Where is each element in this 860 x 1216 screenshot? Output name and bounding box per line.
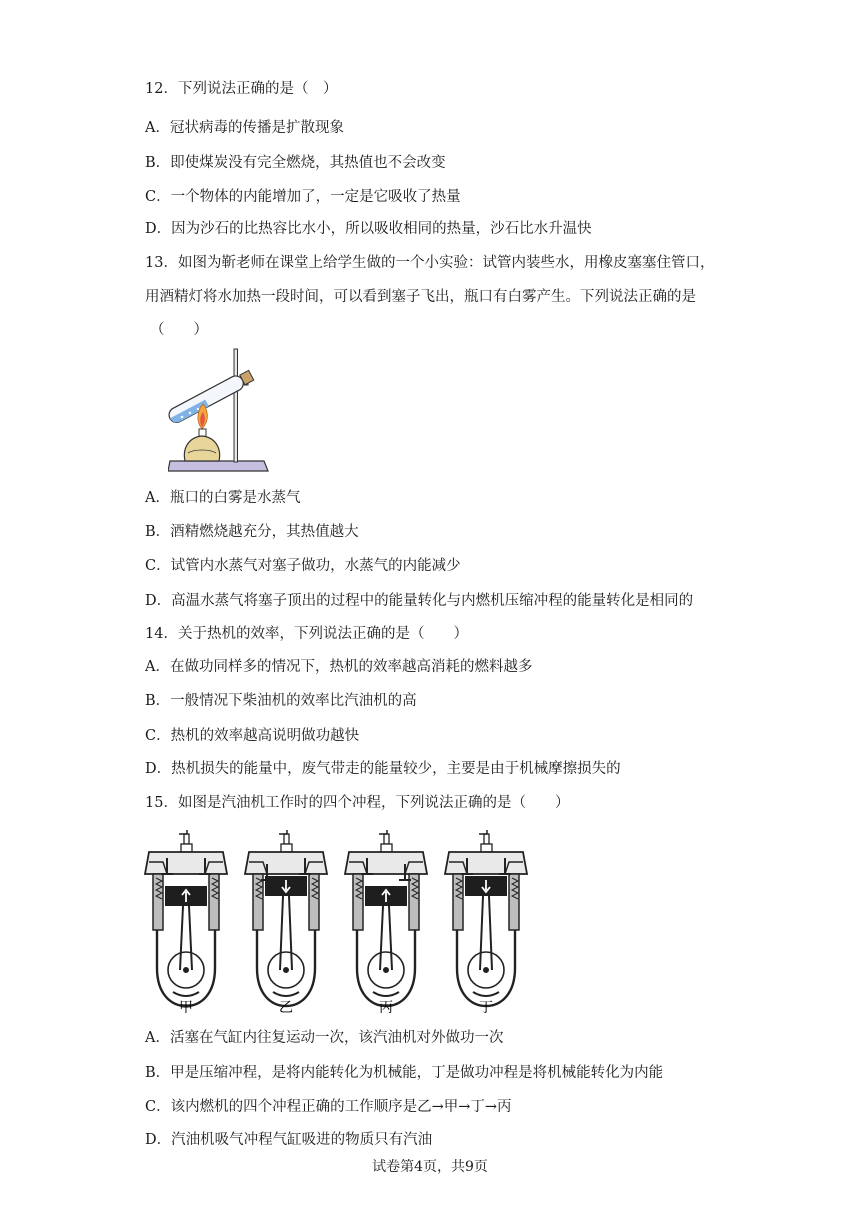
q13-stem-line-3: （ ） xyxy=(150,322,208,338)
q13-option-c: C．试管内水蒸气对塞子做功，水蒸气的内能减少 xyxy=(145,558,461,574)
q12-option-b: B．即使煤炭没有完全燃烧，其热值也不会改变 xyxy=(145,155,446,171)
engine-jia xyxy=(145,830,227,1006)
q12-stem: 12．下列说法正确的是（ ） xyxy=(145,81,338,97)
engine-bing xyxy=(345,830,427,1006)
q13-option-b: B．酒精燃烧越充分，其热值越大 xyxy=(145,524,359,540)
q15-option-d: D．汽油机吸气冲程气缸吸进的物质只有汽油 xyxy=(145,1132,433,1148)
q12-option-d: D．因为沙石的比热容比水小，所以吸收相同的热量，沙石比水升温快 xyxy=(145,221,592,237)
test-tube-heating-figure xyxy=(168,347,272,475)
q15-stem: 15．如图是汽油机工作时的四个冲程，下列说法正确的是（ ） xyxy=(145,795,570,811)
four-stroke-engine-figure xyxy=(143,828,529,1014)
q14-option-a: A．在做功同样多的情况下，热机的效率越高消耗的燃料越多 xyxy=(145,659,533,675)
q15-option-c: C．该内燃机的四个冲程正确的工作顺序是乙→甲→丁→丙 xyxy=(145,1099,512,1115)
engine-ding xyxy=(445,830,527,1006)
q15-option-a: A．活塞在气缸内往复运动一次，该汽油机对外做功一次 xyxy=(145,1030,504,1046)
engine-yi xyxy=(245,830,327,1006)
q14-option-b: B．一般情况下柴油机的效率比汽油机的高 xyxy=(145,693,417,709)
q14-option-d: D．热机损失的能量中，废气带走的能量较少，主要是由于机械摩擦损失的 xyxy=(145,761,621,777)
q12-option-a: A．冠状病毒的传播是扩散现象 xyxy=(145,120,344,136)
q13-option-a: A．瓶口的白雾是水蒸气 xyxy=(145,490,301,506)
q13-stem-line-1: 13．如图为靳老师在课堂上给学生做的一个小实验：试管内装些水，用橡皮塞塞住管口， xyxy=(145,255,715,271)
q14-stem: 14．关于热机的效率，下列说法正确的是（ ） xyxy=(145,626,468,642)
page-footer: 试卷第4页，共9页 xyxy=(372,1159,488,1175)
q15-option-b: B．甲是压缩冲程，是将内能转化为机械能，丁是做功冲程是将机械能转化为内能 xyxy=(145,1065,664,1081)
q14-option-c: C．热机的效率越高说明做功越快 xyxy=(145,728,360,744)
engine-label-bing: 丙 xyxy=(379,1000,393,1014)
q13-stem-line-2: 用酒精灯将水加热一段时间，可以看到塞子飞出，瓶口有白雾产生。下列说法正确的是 xyxy=(145,289,696,305)
engine-label-ding: 丁 xyxy=(479,1000,493,1014)
alcohol-lamp xyxy=(184,436,219,461)
engine-label-yi: 乙 xyxy=(279,1000,293,1014)
q12-option-c: C．一个物体的内能增加了，一定是它吸收了热量 xyxy=(145,189,461,205)
stand-base xyxy=(168,461,268,471)
stand-rod xyxy=(234,349,238,462)
q13-option-d: D．高温水蒸气将塞子顶出的过程中的能量转化与内燃机压缩冲程的能量转化是相同的 xyxy=(145,593,694,609)
engine-label-jia: 甲 xyxy=(179,1000,193,1014)
